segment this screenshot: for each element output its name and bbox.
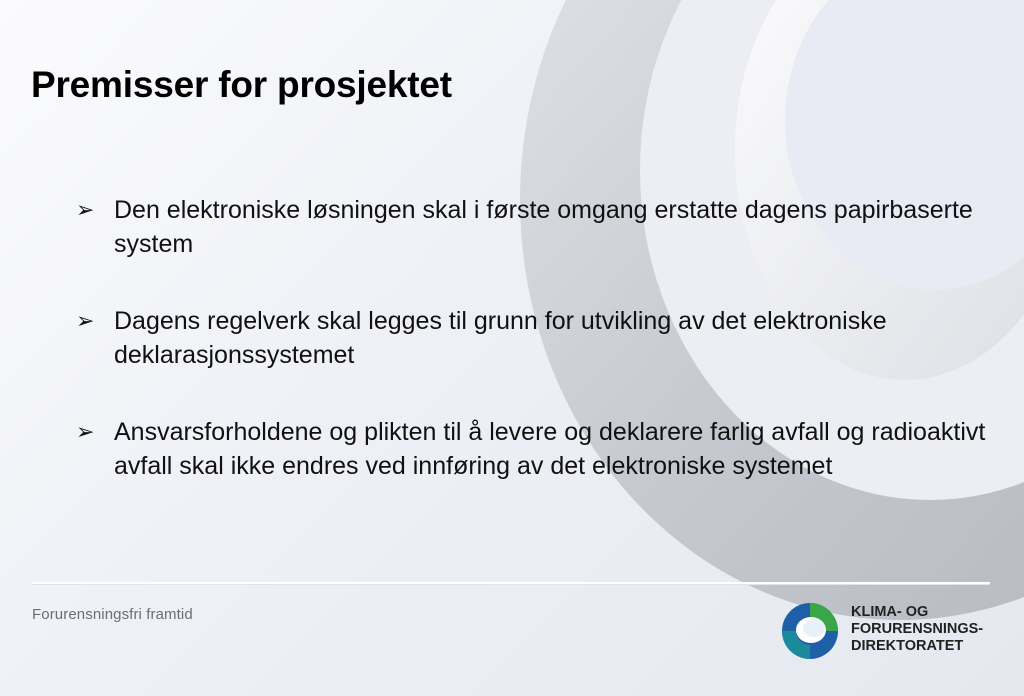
logo-line: DIREKTORATET [851,638,964,654]
bullet-list [76,193,996,483]
bullet-item [76,415,996,483]
logo-line: KLIMA- OG [851,604,929,620]
logo-ring-icon [779,600,841,662]
bullet-text: Den elektroniske løsningen skal i første omgang erstatte dagens papirbaserte system [114,196,973,258]
bullet-text: Dagens regelverk skal legges til grunn for utvikling av det elektroniske deklarasjonssystemet [114,307,887,369]
slide-title: Premisser for prosjektet [31,64,452,105]
organization-logo [779,598,1009,662]
logo-line: FORURENSNINGS- [851,621,984,637]
bullet-text: Ansvarsforholdene og plikten til å levere og deklarere farlig avfall og radioaktivt avfall skal ikke endres ved innføring av det elektroniske systemet [114,418,986,480]
arrow-bullet-icon: ➢ [76,308,95,333]
arrow-bullet-icon: ➢ [76,197,95,222]
bullet-item [76,193,996,261]
arrow-bullet-icon: ➢ [76,419,95,444]
footer-tagline: Forurensningsfri framtid [32,606,193,623]
bullet-item [76,304,996,372]
logo-wordmark [851,604,983,655]
footer-divider [32,582,990,584]
